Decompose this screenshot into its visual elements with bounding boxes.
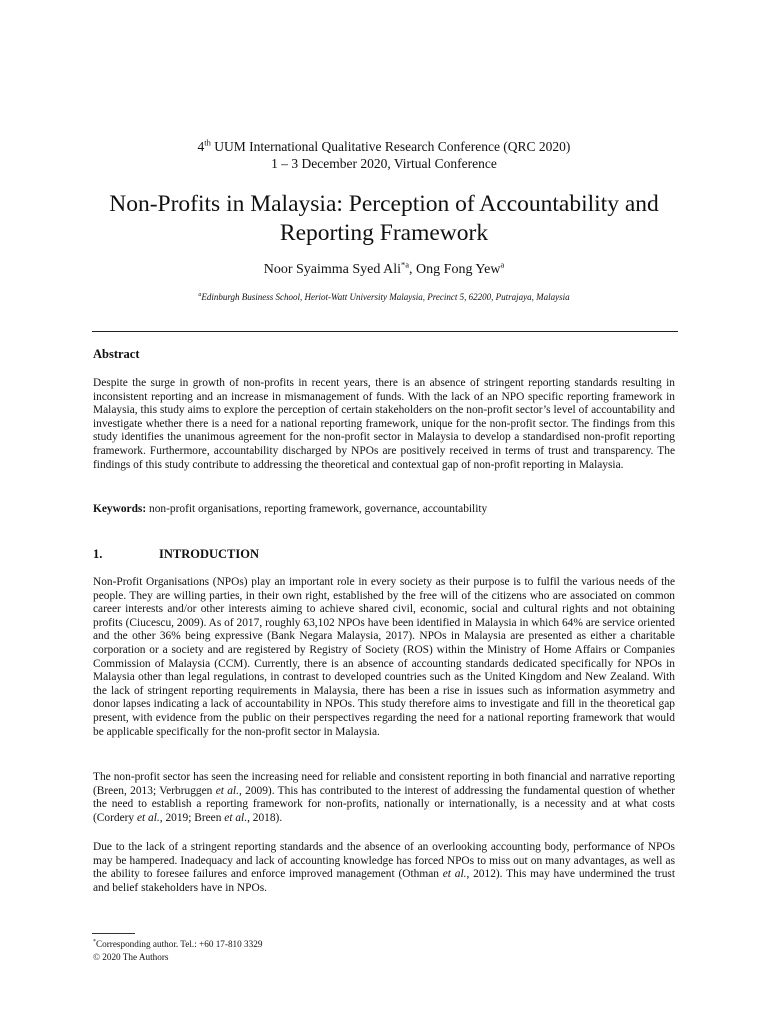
conference-dates: 1 – 3 December 2020, Virtual Conference: [271, 156, 497, 171]
conference-name: 4th UUM International Qualitative Research Conference (QRC 2020): [197, 137, 571, 154]
intro-paragraph-2: The non-profit sector has seen the increasing need for reliable and consistent reporting in both financial and narrative reporting (Breen, 2013; Verbruggen et al., 2009). This has contributed to the interest of addressing the fundamental question of whether the need to establish a reporting framework for non-profits, nationally or internationally, is a necessity and at what costs (Cordery et al., 2019; Breen et al., 2018).: [93, 771, 675, 824]
footnote-divider: [92, 933, 135, 934]
author-line: Noor Syaimma Syed Ali$^{*a}$, Ong Fong Yew$^a$: [263, 259, 505, 277]
footnote-corresponding: *Corresponding author. Tel.: +60 17-810 3329: [93, 938, 263, 949]
intro-paragraph-1: Non-Profit Organisations (NPOs) play an important role in every society as their purpose is to fulfil the various needs of the people. They are willing parties, in their own right, established by the free will of the citizens who are associated on common career interests and/or other interests aiming to achieve shared civil, economic, social and cultural rights and not obtaining profits (Ciucescu, 2009). As of 2017, roughly 63,102 NPOs have been identified in Malaysia in which 64% are service oriented and the other 36% being expressive (Bank Negara Malaysia, 2017). NPOs in Malaysia are presented as either a charitable corporation or a society and are registered by Registry of Society (ROS) within the Ministry of Home Affairs or Companies Commission of Malaysia (CCM). Currently, there is an absence of accounting standards dedicated specifically for NPOs in Malaysia other than legal regulations, in contrast to developed countries such as the United Kingdom and New Zealand. With the lack of stringent reporting requirements in Malaysia, there has been a rise in issues such as information asymmetry and donor lapses indicating a lack of accountability in NPOs. This study therefore aims to investigate and fill in the theoretical gap present, with evidence from the public on their perspectives regarding the need for a national reporting framework that would be applicable specifically for the non-profit sector in Malaysia.: [93, 576, 675, 738]
section-heading: 1. INTRODUCTION: [93, 547, 260, 561]
abstract-text: Despite the surge in growth of non-profits in recent years, there is an absence of stringent reporting standards resulting in inconsistent reporting and an increase in mismanagement of funds. With the lack of an NPO specific reporting framework in Malaysia, this study aims to explore the perception of certain stakeholders on the non-profit sector’s level of accountability and investigate whether there is a need for a national reporting framework, unique for the non-profit sector. The findings from this study identifies the unanimous agreement for the non-profit sector in Malaysia to develop a standardised non-profit reporting framework. Furthermore, accountability discharged by NPOs are positively received in terms of trust and transparency. The findings of this study contribute to addressing the theoretical and contextual gap of non-profit reporting in Malaysia.: [93, 377, 675, 471]
abstract-heading: Abstract: [93, 347, 140, 361]
intro-paragraph-3: Due to the lack of a stringent reporting standards and the absence of an overlooking accounting body, performance of NPOs may be hampered. Inadequacy and lack of accounting knowledge has forced NPOs to miss out on many advantages, as well as the ability to foresee failures and enforce improved management (Othman et al., 2012). This may have undermined the trust and belief stakeholders have in NPOs.: [93, 841, 675, 894]
conference-header: [0, 138, 768, 172]
keywords: Keywords: non-profit organisations, reporting framework, governance, accountability: [93, 503, 488, 515]
author-2: Ong Fong Yew: [416, 262, 501, 277]
affiliation: $^a$Edinburgh Business School, Heriot-Watt University Malaysia, Precinct 5, 62200, Putrajaya, Malaysia: [198, 292, 570, 302]
paper-title: Non-Profits in Malaysia: Perception of Accountability and Reporting Framework: [109, 191, 659, 246]
header-divider: [92, 331, 678, 332]
footnote-copyright: © 2020 The Authors: [93, 952, 169, 962]
author-1: Noor Syaimma Syed Ali: [263, 262, 402, 277]
